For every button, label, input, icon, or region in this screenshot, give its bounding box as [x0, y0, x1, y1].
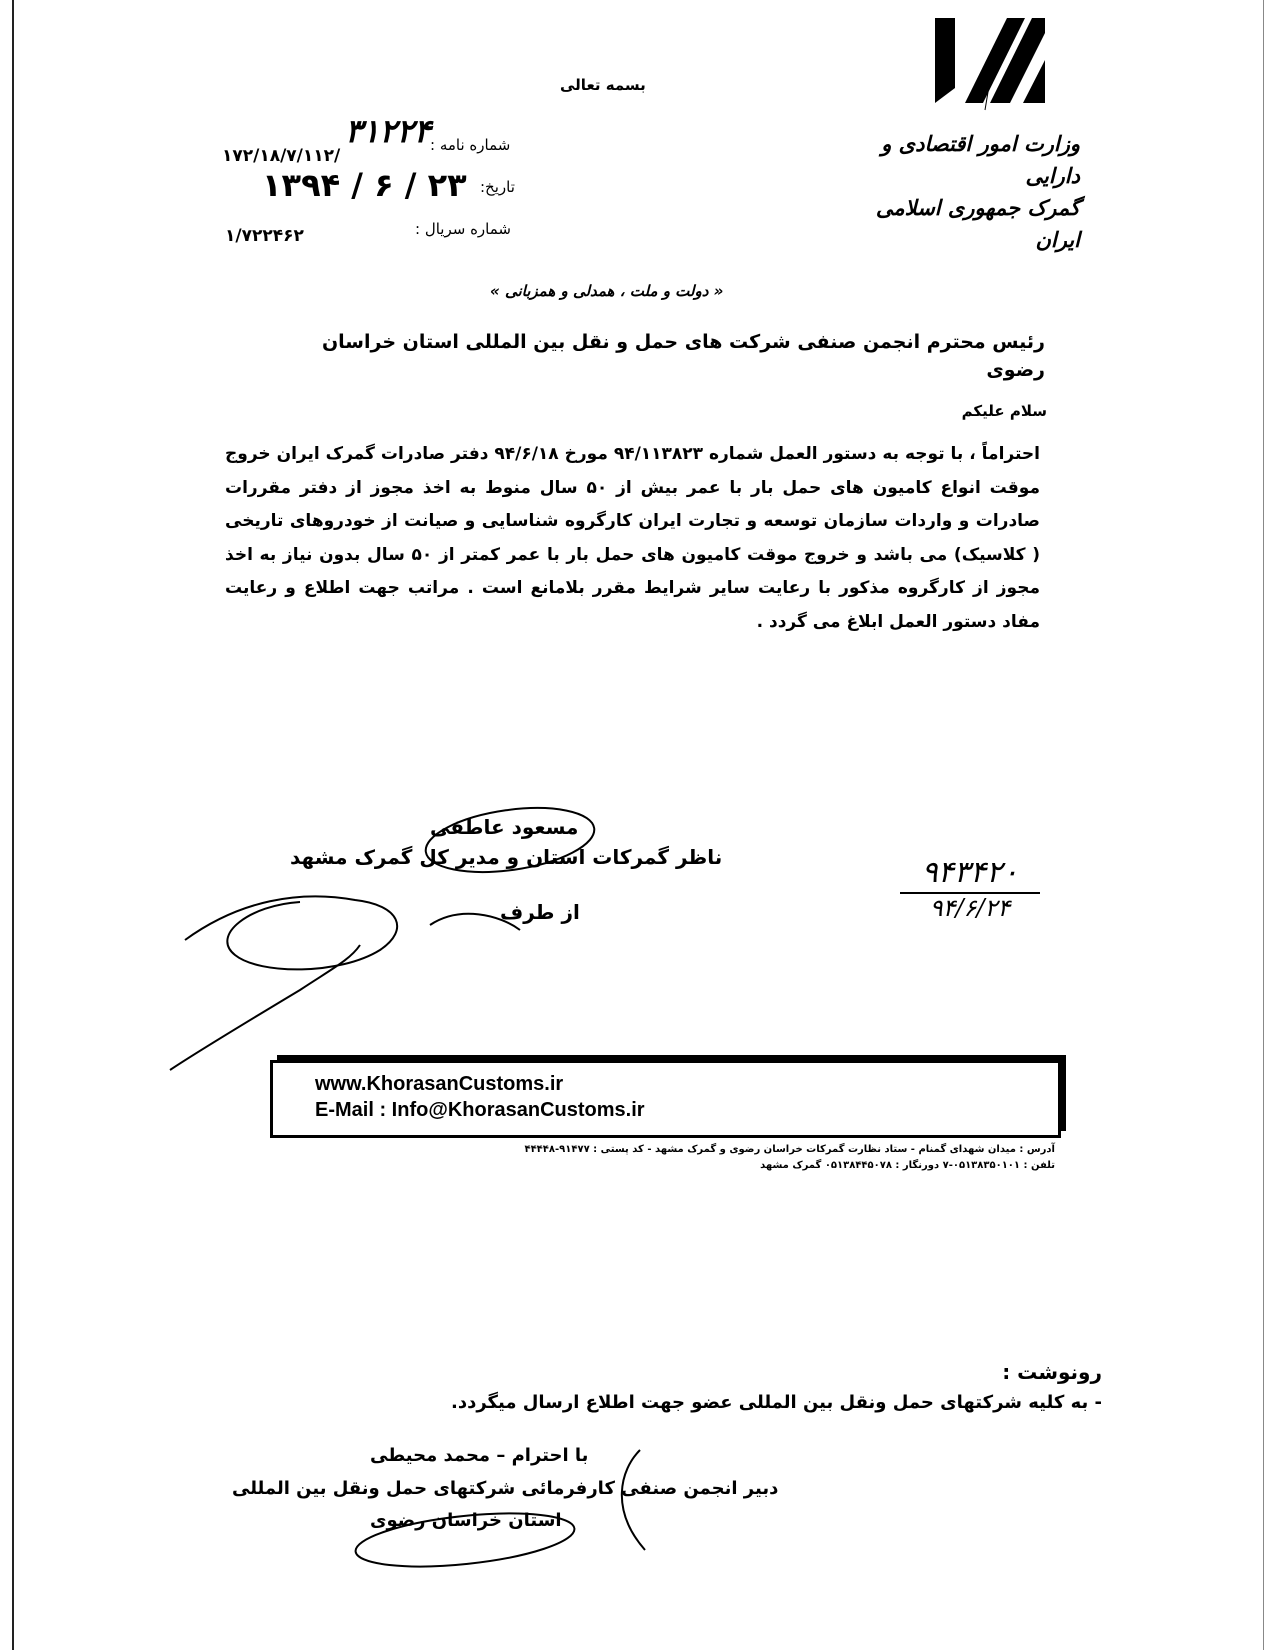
date-value: ۱۳۹۴ / ۶ / ۲۳ — [262, 166, 467, 204]
signature-loop-top — [422, 798, 599, 881]
letter-number-handwritten: ۳۱۲۲۴ — [345, 112, 431, 150]
email-link[interactable]: E-Mail : Info@KhorasanCustoms.ir — [315, 1099, 645, 1121]
secretary-title-line-2: استان خراسان رضوی — [370, 1510, 562, 1531]
salutation: سلام علیکم — [961, 402, 1047, 420]
secretary-title: دبیر انجمن صنفی کارفرمائی شرکتهای حمل ونقل بین المللی — [232, 1478, 779, 1499]
signatory-name: مسعود عاطفی — [430, 815, 579, 839]
signature-scribble — [185, 896, 397, 969]
website-link[interactable]: www.KhorasanCustoms.ir — [315, 1073, 564, 1095]
receipt-number: ۹۴۳۴۲۰ — [900, 855, 1040, 894]
signature-stroke — [430, 914, 520, 930]
motto: « دولت و ملت ، همدلی و همزبانی » — [490, 282, 724, 300]
letter-number-value: ۱۷۲/۱۸/۷/۱۱۲/ — [222, 146, 341, 166]
serial-label: شماره سریال : — [415, 220, 511, 238]
on-behalf-label: از طرف — [500, 900, 580, 924]
letter-body: احتراماً ، با توجه به دستور العمل شماره ۹۴/۱۱۳۸۲۳ مورخ ۹۴/۶/۱۸ دفتر صادرات گمرک ایران خروج موقت انواع کامیون های حمل بار با عمر بیش از ۵۰ سال منوط به اخذ مجوز از دفتر مقررات صادرات و واردات سازمان توسعه و تجارت ایران کارگروه شناسایی و صیانت از خودروهای تاریخی ( کلاسیک) می باشد و خروج موقت کامیون های حمل بار با عمر کمتر از ۵۰ سال بدون نیاز به اخذ مجوز از کارگروه مذکور با رعایت سایر شرایط مقرر بلامانع است . مراتب جهت اطلاع و رعایت مفاد دستور العمل ابلاغ می گردد . — [225, 444, 1040, 632]
recipient: رئیس محترم انجمن صنفی شرکت های حمل و نقل بین المللی استان خراسان رضوی — [321, 331, 1045, 381]
signature-tail — [170, 945, 360, 1070]
letter-number-label: شماره نامه : — [430, 136, 511, 154]
address-line-1: آدرس : میدان شهدای گمنام - ستاد نظارت گمرکات خراسان رضوی و گمرک مشهد - کد پستی : ۹۱۴۷۷-۴۴۴۴۸ — [524, 1144, 1055, 1155]
date-label: تاریخ: — [480, 178, 515, 196]
serial-value: ۱/۷۲۲۴۶۲ — [225, 226, 304, 246]
regards-line: با احترام – محمد محیطی — [370, 1445, 589, 1466]
ministry-line-1: وزارت امور اقتصادی و دارایی — [881, 131, 1080, 188]
address-line-2: تلفن : ۰۵۱۳۸۳۵۰۱۰۱-۷ دورنگار : ۰۵۱۳۸۴۴۵۰۷۸ گمرک مشهد — [760, 1160, 1055, 1171]
margin-mark — [985, 50, 1000, 110]
ministry-line-2: گمرک جمهوری اسلامی ایران — [875, 195, 1080, 252]
cc-signature-loop — [353, 1505, 577, 1576]
signatory-title: ناظر گمرکات استان و مدیر کل گمرک مشهد — [290, 845, 723, 869]
receipt-date: ۹۴/۶/۲۴ — [929, 894, 1011, 922]
bismillah: بسمه تعالی — [560, 76, 646, 94]
cc-line: - به کلیه شرکتهای حمل ونقل بین المللی عضو جهت اطلاع ارسال میگردد. — [451, 1392, 1102, 1413]
cc-bracket — [622, 1450, 645, 1550]
cc-title: رونوشت : — [1002, 1360, 1102, 1384]
